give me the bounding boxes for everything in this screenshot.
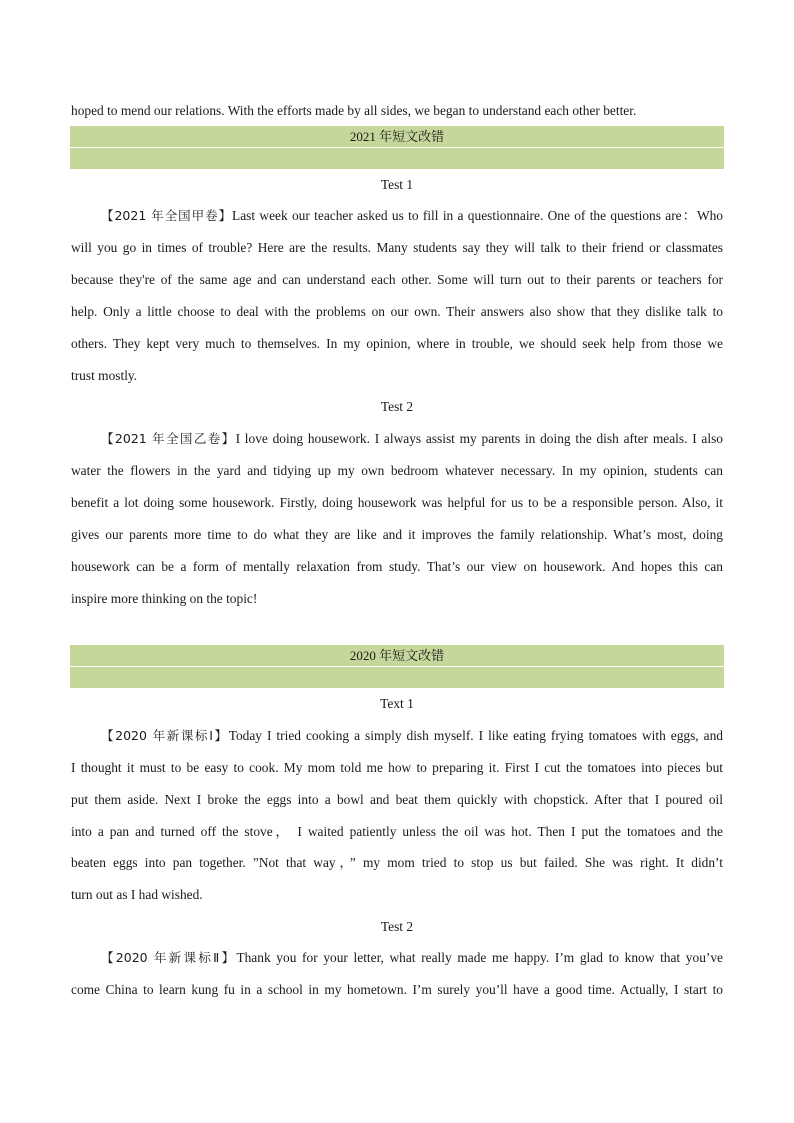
paragraph-line: others. They kept very much to themselves. In my opinion, where in trouble, we should seek help from those we xyxy=(71,336,723,351)
section-banner-2021 xyxy=(70,126,724,169)
paragraph-line: will you go in times of trouble? Here are the results. Many students say they will talk to their friend or classmates xyxy=(71,240,723,255)
section-banner-2020 xyxy=(70,645,724,688)
paragraph-continuation-line: hoped to mend our relations. With the efforts made by all sides, we began to understand each other better. xyxy=(71,103,637,118)
source-tag: 【2021 年全国甲卷】 xyxy=(101,208,233,223)
test2-heading-2020: Test 2 xyxy=(380,919,414,934)
paragraph-line: trust mostly. xyxy=(71,368,138,383)
section-title-2020: 2020 年短文改错 xyxy=(349,648,445,663)
paragraph-line: water the flowers in the yard and tidying up my own bedroom whatever necessary. In my opinion, students can xyxy=(71,463,723,478)
paragraph-line: I thought it must to be easy to cook. My mom told me how to preparing it. First I cut the tomatoes into pieces but xyxy=(71,760,723,775)
paragraph-line: put them aside. Next I broke the eggs into a bowl and beat them quickly with chopstick. After that I poured oil xyxy=(71,792,723,807)
source-tag: 【2021 年全国乙卷】 xyxy=(101,431,236,446)
banner-divider xyxy=(70,666,724,667)
paragraph-line: because they're of the same age and can understand each other. Some will turn out to their parents or teachers for xyxy=(71,272,723,287)
paragraph-line: come China to learn kung fu in a school in my hometown. I’m surely you’ll have a good time. Actually, I start to xyxy=(71,982,723,997)
paragraph-line: turn out as I had wished. xyxy=(71,887,203,902)
paragraph-line: 【2020 年新课标Ⅱ】Thank you for your letter, what really made me happy. I’m glad to know that you’ve xyxy=(101,950,723,965)
paragraph-line: 【2021 年全国甲卷】Last week our teacher asked us to fill in a questionnaire. One of the questions are：Who xyxy=(101,208,723,223)
paragraph-line: help. Only a little choose to deal with the problems on our own. Their answers also show that they dislike talk to xyxy=(71,304,723,319)
paragraph-line: beaten eggs into pan together. ”Not that way，” my mom tried to stop us but failed. She was right. It didn’t xyxy=(71,855,723,870)
source-tag: 【2020 年新课标Ⅰ】 xyxy=(101,728,229,743)
paragraph-line: into a pan and turned off the stove， I waited patiently unless the oil was hot. Then I put the tomatoes and the xyxy=(71,824,723,839)
paragraph-line: 【2020 年新课标Ⅰ】Today I tried cooking a simply dish myself. I like eating frying tomatoes with eggs, and xyxy=(101,728,723,743)
paragraph-line: gives our parents more time to do what they are like and it improves the family relationship. What’s most, doing xyxy=(71,527,723,542)
paragraph-line: housework can be a form of mentally relaxation from study. That’s our view on housework. And hopes this can xyxy=(71,559,723,574)
paragraph-line: 【2021 年全国乙卷】I love doing housework. I always assist my parents in doing the dish after meals. I also xyxy=(101,431,723,446)
test2-heading: Test 2 xyxy=(380,399,414,414)
test1-heading: Test 1 xyxy=(380,177,414,192)
banner-divider xyxy=(70,147,724,148)
section-title-2021: 2021 年短文改错 xyxy=(349,129,445,144)
paragraph-line: inspire more thinking on the topic! xyxy=(71,591,258,606)
text1-heading: Text 1 xyxy=(380,696,414,711)
paragraph-line: benefit a lot doing some housework. Firstly, doing housework was helpful for us to be a responsible person. Also, it xyxy=(71,495,723,510)
source-tag: 【2020 年新课标Ⅱ】 xyxy=(101,950,237,965)
